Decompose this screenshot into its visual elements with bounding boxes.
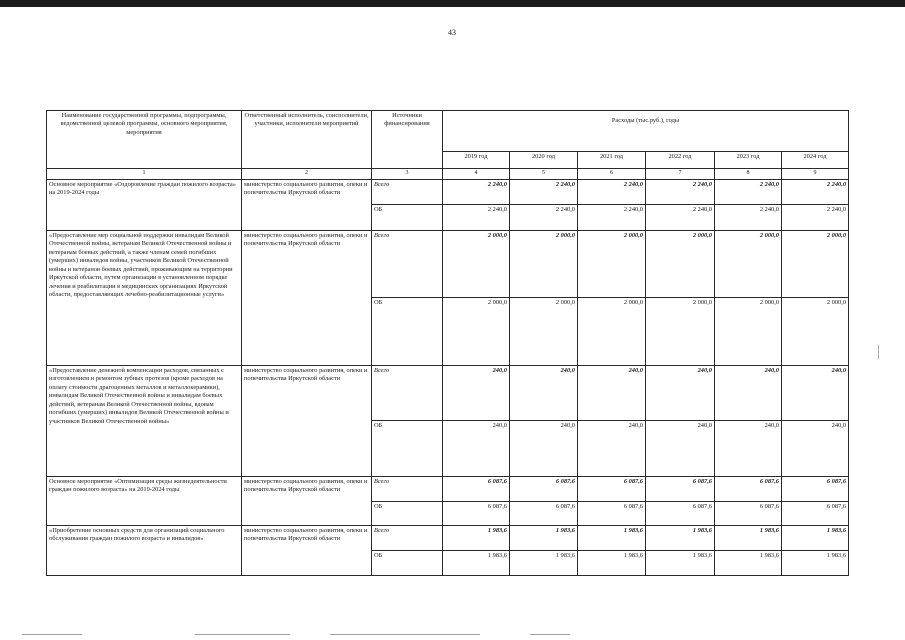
amount-total: 1 983,6 xyxy=(510,526,578,551)
source-total-label: Всего xyxy=(372,526,443,551)
amount-ob: 6 087,6 xyxy=(443,502,510,526)
amount-total: 2 240,0 xyxy=(715,180,782,205)
responsible-executor: министерство социального развития, опеки и попечительства Иркутской области xyxy=(242,477,372,526)
amount-total: 240,0 xyxy=(782,366,849,421)
table-row xyxy=(47,477,849,502)
scan-edge-bar xyxy=(0,0,905,7)
scan-artifact xyxy=(22,634,82,635)
amount-total: 240,0 xyxy=(578,366,646,421)
amount-ob: 1 983,6 xyxy=(510,551,578,576)
header-source: Источники финансирования xyxy=(372,111,443,169)
column-number: 3 xyxy=(372,169,443,180)
amount-total: 240,0 xyxy=(715,366,782,421)
amount-ob: 2 000,0 xyxy=(578,298,646,366)
scan-artifact xyxy=(330,634,480,635)
table-row xyxy=(47,526,849,551)
amount-total: 6 087,6 xyxy=(578,477,646,502)
amount-ob: 1 983,6 xyxy=(443,551,510,576)
source-total-label: Всего xyxy=(372,231,443,298)
scan-artifact xyxy=(530,634,570,635)
measure-name: «Приобретение основных средств для организаций социального обслуживания граждан пожилого возраста и инвалидов» xyxy=(47,526,242,576)
header-year: 2024 год xyxy=(782,152,849,169)
amount-total: 2 000,0 xyxy=(782,231,849,298)
amount-ob: 1 983,6 xyxy=(715,551,782,576)
column-number: 4 xyxy=(443,169,510,180)
measure-name: «Предоставление мер социальной поддержки инвалидам Великой Отечественной войны, ветеранам Великой Отечественной войны и ветеранам боевых действий, а также членам семей погибших (умерших) инвалидов войны, участников Великой Отечественной войны и ветеранов боевых действий, проживающим на территории Иркутской области, путем организации в установленном порядке лечения и реабилитации в медицинских организациях Иркутской области, предоставляющих лечебно-реабилитационные услуги» xyxy=(47,231,242,366)
responsible-executor: министерство социального развития, опеки и попечительства Иркутской области xyxy=(242,366,372,477)
amount-ob: 6 087,6 xyxy=(715,502,782,526)
amount-ob: 2 000,0 xyxy=(646,298,715,366)
header-year: 2021 год xyxy=(578,152,646,169)
source-ob-label: ОБ xyxy=(372,502,443,526)
amount-total: 6 087,6 xyxy=(443,477,510,502)
header-year: 2022 год xyxy=(646,152,715,169)
page-number: 43 xyxy=(448,28,456,37)
amount-ob: 2 240,0 xyxy=(578,205,646,231)
header-responsible: Ответственный исполнитель, соисполнители, участники, исполнители мероприятий xyxy=(242,111,372,169)
column-number: 5 xyxy=(510,169,578,180)
source-total-label: Всего xyxy=(372,180,443,205)
amount-ob: 1 983,6 xyxy=(578,551,646,576)
amount-total: 6 087,6 xyxy=(782,477,849,502)
amount-total: 1 983,6 xyxy=(646,526,715,551)
header-year: 2020 год xyxy=(510,152,578,169)
amount-ob: 240,0 xyxy=(510,421,578,477)
header-name: Наименование государственной программы, подпрограммы, ведомственной целевой программы, основного мероприятия, мероприятия xyxy=(47,111,242,169)
amount-ob: 2 000,0 xyxy=(443,298,510,366)
column-number: 7 xyxy=(646,169,715,180)
amount-ob: 240,0 xyxy=(578,421,646,477)
amount-ob: 2 240,0 xyxy=(646,205,715,231)
responsible-executor: министерство социального развития, опеки и попечительства Иркутской области xyxy=(242,526,372,576)
amount-total: 240,0 xyxy=(443,366,510,421)
table-row xyxy=(47,231,849,298)
responsible-executor: министерство социального развития, опеки и попечительства Иркутской области xyxy=(242,231,372,366)
measure-name: «Предоставление денежной компенсации расходов, связанных с изготовлением и ремонтом зубных протезов (кроме расходов на оплату стоимости драгоценных металлов и металлокерамики), инвалидам Великой Отечественной войны и инвалидам боевых действий, ветеранам Великой Отечественной войны, вдовам погибших (умерших) инвалидов Великой Отечественной войны и участников Великой Отечественной войны» xyxy=(47,366,242,477)
amount-total: 6 087,6 xyxy=(510,477,578,502)
amount-total: 2 000,0 xyxy=(443,231,510,298)
column-number: 8 xyxy=(715,169,782,180)
header-row xyxy=(47,111,849,152)
amount-total: 1 983,6 xyxy=(782,526,849,551)
amount-total: 6 087,6 xyxy=(715,477,782,502)
measure-name: Основное мероприятие «Оздоровление граждан пожилого возраста» на 2019-2024 годы xyxy=(47,180,242,231)
amount-ob: 2 000,0 xyxy=(510,298,578,366)
amount-total: 2 240,0 xyxy=(646,180,715,205)
amount-total: 240,0 xyxy=(646,366,715,421)
amount-total: 2 000,0 xyxy=(715,231,782,298)
scan-artifact xyxy=(878,345,879,359)
amount-total: 1 983,6 xyxy=(715,526,782,551)
amount-ob: 2 240,0 xyxy=(715,205,782,231)
amount-total: 2 240,0 xyxy=(510,180,578,205)
amount-total: 2 240,0 xyxy=(443,180,510,205)
column-number-row xyxy=(47,169,849,180)
column-number: 1 xyxy=(47,169,242,180)
amount-ob: 6 087,6 xyxy=(510,502,578,526)
amount-ob: 6 087,6 xyxy=(782,502,849,526)
source-ob-label: ОБ xyxy=(372,551,443,576)
source-ob-label: ОБ xyxy=(372,298,443,366)
amount-total: 2 000,0 xyxy=(510,231,578,298)
header-year: 2023 год xyxy=(715,152,782,169)
amount-ob: 2 000,0 xyxy=(782,298,849,366)
source-total-label: Всего xyxy=(372,477,443,502)
responsible-executor: министерство социального развития, опеки и попечительства Иркутской области xyxy=(242,180,372,231)
amount-ob: 2 240,0 xyxy=(510,205,578,231)
amount-ob: 240,0 xyxy=(782,421,849,477)
table-row xyxy=(47,366,849,421)
amount-total: 6 087,6 xyxy=(646,477,715,502)
amount-ob: 240,0 xyxy=(715,421,782,477)
amount-total: 2 240,0 xyxy=(782,180,849,205)
amount-ob: 6 087,6 xyxy=(646,502,715,526)
column-number: 9 xyxy=(782,169,849,180)
source-total-label: Всего xyxy=(372,366,443,421)
amount-ob: 240,0 xyxy=(443,421,510,477)
amount-ob: 240,0 xyxy=(646,421,715,477)
amount-ob: 6 087,6 xyxy=(578,502,646,526)
amount-total: 240,0 xyxy=(510,366,578,421)
amount-ob: 2 240,0 xyxy=(443,205,510,231)
source-ob-label: ОБ xyxy=(372,205,443,231)
budget-table xyxy=(46,110,849,576)
amount-total: 1 983,6 xyxy=(443,526,510,551)
source-ob-label: ОБ xyxy=(372,421,443,477)
scan-artifact xyxy=(195,634,290,635)
amount-ob: 1 983,6 xyxy=(782,551,849,576)
amount-ob: 1 983,6 xyxy=(646,551,715,576)
amount-total: 2 000,0 xyxy=(646,231,715,298)
header-expenses: Расходы (тыс.руб.), годы xyxy=(443,111,849,152)
column-number: 6 xyxy=(578,169,646,180)
table-row xyxy=(47,180,849,205)
measure-name: Основное мероприятие «Оптимизация среды жизнедеятельности граждан пожилого возраста» на 2019-2024 годы xyxy=(47,477,242,526)
amount-total: 1 983,6 xyxy=(578,526,646,551)
column-number: 2 xyxy=(242,169,372,180)
amount-total: 2 000,0 xyxy=(578,231,646,298)
amount-total: 2 240,0 xyxy=(578,180,646,205)
amount-ob: 2 000,0 xyxy=(715,298,782,366)
header-year: 2019 год xyxy=(443,152,510,169)
amount-ob: 2 240,0 xyxy=(782,205,849,231)
